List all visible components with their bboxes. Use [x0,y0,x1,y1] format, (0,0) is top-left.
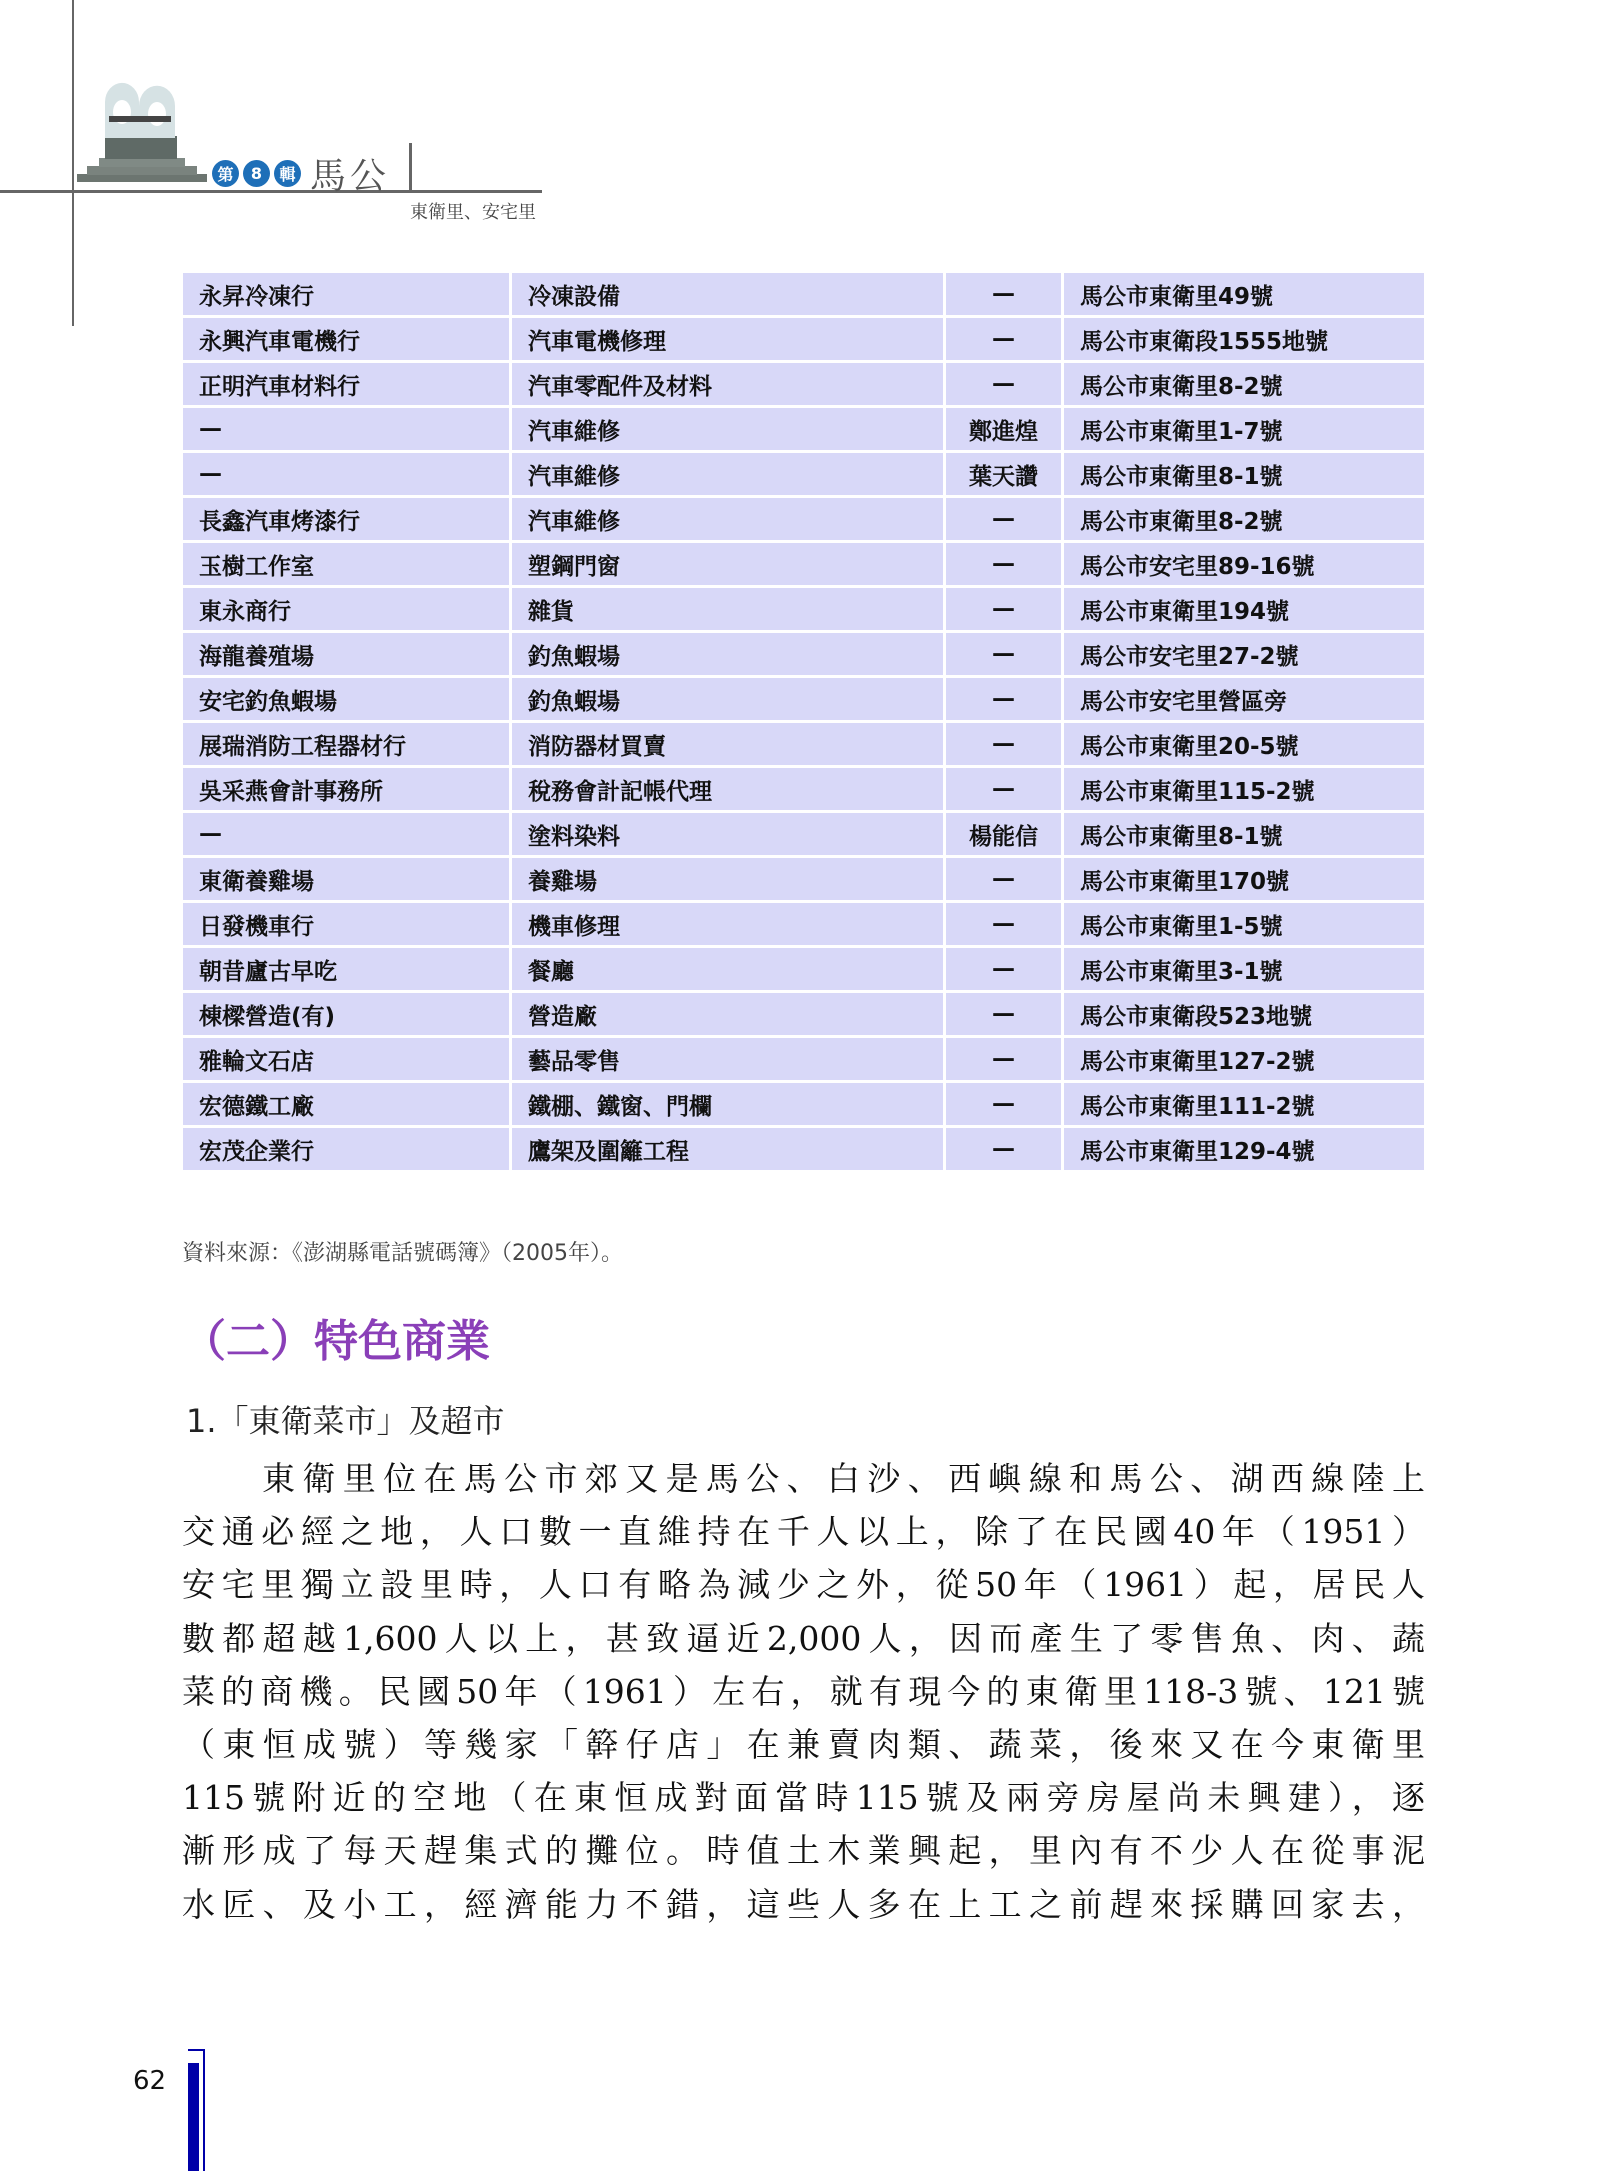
business-name-cell: 宏德鐵工廠 [182,1082,511,1127]
address-cell: 馬公市東衛里129-4號 [1063,1127,1426,1172]
business-type-cell: 汽車維修 [511,407,945,452]
volume-title: 馬公 [310,156,391,197]
address-cell: 馬公市東衛里170號 [1063,857,1426,902]
business-type-cell: 營造廠 [511,992,945,1037]
table-row [182,1082,1426,1127]
business-table [180,270,1427,1173]
subsection-heading: 1.「東衛菜市」及超市 [186,1402,505,1440]
address-cell: 馬公市東衛里127-2號 [1063,1037,1426,1082]
table-row [182,272,1426,317]
business-name-cell: 安宅釣魚蝦場 [182,677,511,722]
paragraph-line: 數都超越1,600人以上，甚致逼近2,000人，因而產生了零售魚、肉、蔬 [182,1618,1425,1658]
badge: 8 [243,160,270,187]
owner-cell: — [945,1127,1063,1172]
address-cell: 馬公市東衛里1-5號 [1063,902,1426,947]
body-paragraph [182,1452,1425,1931]
business-name-cell: 日發機車行 [182,902,511,947]
table-row [182,902,1426,947]
owner-cell: — [945,272,1063,317]
paragraph-line: 115號附近的空地（在東恒成對面當時115號及兩旁房屋尚未興建），逐 [182,1778,1425,1818]
business-type-cell: 雜貨 [511,587,945,632]
paragraph-line: 安宅里獨立設里時，人口有略為減少之外，從50年（1961）起，居民人 [182,1565,1425,1605]
business-name-cell: 永昇冷凍行 [182,272,511,317]
address-cell: 馬公市安宅里27-2號 [1063,632,1426,677]
business-name-cell: 棟樑營造(有) [182,992,511,1037]
address-cell: 馬公市東衛里8-2號 [1063,497,1426,542]
owner-cell: — [945,902,1063,947]
address-cell: 馬公市東衛里8-1號 [1063,812,1426,857]
address-cell: 馬公市東衛里8-1號 [1063,452,1426,497]
address-cell: 馬公市安宅里營區旁 [1063,677,1426,722]
owner-cell: 鄭進煌 [945,407,1063,452]
owner-cell: — [945,542,1063,587]
owner-cell: — [945,1082,1063,1127]
business-type-cell: 藝品零售 [511,1037,945,1082]
owner-cell: — [945,677,1063,722]
paragraph-line: 東衛里位在馬公市郊又是馬公、白沙、西嶼線和馬公、湖西線陸上 [262,1459,1425,1498]
table-row [182,992,1426,1037]
table-row [182,542,1426,587]
business-type-cell: 稅務會計記帳代理 [511,767,945,812]
business-name-cell: — [182,452,511,497]
business-name-cell: 雅輪文石店 [182,1037,511,1082]
table-row [182,677,1426,722]
business-name-cell: 吳采燕會計事務所 [182,767,511,812]
paragraph-line: 菜的商機。民國50年（1961）左右，就有現今的東衛里118-3號、121號 [182,1671,1425,1711]
business-type-cell: 汽車維修 [511,452,945,497]
business-type-cell: 汽車維修 [511,497,945,542]
badge: 輯 [274,160,301,187]
badge: 第 [212,160,239,187]
business-type-cell: 機車修理 [511,902,945,947]
business-type-cell: 消防器材買賣 [511,722,945,767]
address-cell: 馬公市東衛里194號 [1063,587,1426,632]
header-rule [0,190,542,193]
business-name-cell: 東衛養雞場 [182,857,511,902]
address-cell: 馬公市東衛里1-7號 [1063,407,1426,452]
volume-badges [212,160,301,187]
owner-cell: — [945,632,1063,677]
owner-cell: 楊能信 [945,812,1063,857]
page-number: 62 [133,2066,167,2096]
address-cell: 馬公市東衛段523地號 [1063,992,1426,1037]
owner-cell: — [945,857,1063,902]
owner-cell: — [945,767,1063,812]
table-row [182,722,1426,767]
business-name-cell: 海龍養殖場 [182,632,511,677]
business-name-cell: 正明汽車材料行 [182,362,511,407]
title-divider [409,143,412,191]
table-source-note: 資料來源：《澎湖縣電話號碼簿》（2005年）。 [182,1241,623,1266]
owner-cell: — [945,497,1063,542]
address-cell: 馬公市安宅里89-16號 [1063,542,1426,587]
business-name-cell: — [182,812,511,857]
page-marker-bar [188,2063,199,2171]
owner-cell: — [945,362,1063,407]
table-row [182,1037,1426,1082]
business-type-cell: 釣魚蝦場 [511,632,945,677]
table-row [182,587,1426,632]
business-type-cell: 養雞場 [511,857,945,902]
table-row [182,497,1426,542]
owner-cell: — [945,317,1063,362]
table-row [182,362,1426,407]
section-heading: （二）特色商業 [182,1316,490,1367]
address-cell: 馬公市東衛里3-1號 [1063,947,1426,992]
table-row [182,317,1426,362]
paragraph-line: 漸形成了每天趕集式的攤位。時值土木業興起，里內有不少人在從事泥 [182,1831,1425,1871]
business-name-cell: 東永商行 [182,587,511,632]
business-name-cell: — [182,407,511,452]
business-name-cell: 宏茂企業行 [182,1127,511,1172]
address-cell: 馬公市東衛里111-2號 [1063,1082,1426,1127]
owner-cell: — [945,992,1063,1037]
chapter-subtitle: 東衛里、安宅里 [410,202,536,223]
business-type-cell: 餐廳 [511,947,945,992]
table-row [182,812,1426,857]
table-row [182,857,1426,902]
table-row [182,452,1426,497]
business-name-cell: 長鑫汽車烤漆行 [182,497,511,542]
owner-cell: — [945,1037,1063,1082]
table-row [182,407,1426,452]
address-cell: 馬公市東衛里20-5號 [1063,722,1426,767]
business-type-cell: 釣魚蝦場 [511,677,945,722]
owner-cell: 葉天讚 [945,452,1063,497]
address-cell: 馬公市東衛里8-2號 [1063,362,1426,407]
business-type-cell: 鐵棚、鐵窗、門欄 [511,1082,945,1127]
monument-logo-icon [77,82,207,184]
business-name-cell: 展瑞消防工程器材行 [182,722,511,767]
margin-vertical-rule [72,0,74,326]
table-row [182,632,1426,677]
paragraph-line: 水匠、及小工，經濟能力不錯，這些人多在上工之前趕來採購回家去， [182,1884,1425,1924]
address-cell: 馬公市東衛段1555地號 [1063,317,1426,362]
address-cell: 馬公市東衛里115-2號 [1063,767,1426,812]
table-row [182,947,1426,992]
business-type-cell: 汽車零配件及材料 [511,362,945,407]
business-type-cell: 塑鋼門窗 [511,542,945,587]
business-type-cell: 汽車電機修理 [511,317,945,362]
paragraph-line: 交通必經之地，人口數一直維持在千人以上，除了在民國40年（1951） [182,1512,1425,1552]
business-name-cell: 永興汽車電機行 [182,317,511,362]
business-type-cell: 鷹架及圍籬工程 [511,1127,945,1172]
owner-cell: — [945,947,1063,992]
business-type-cell: 塗料染料 [511,812,945,857]
business-name-cell: 朝昔廬古早吃 [182,947,511,992]
table-row [182,1127,1426,1172]
owner-cell: — [945,722,1063,767]
business-type-cell: 冷凍設備 [511,272,945,317]
table-row [182,767,1426,812]
owner-cell: — [945,587,1063,632]
paragraph-line: （東恒成號）等幾家「簳仔店」在兼賣肉類、蔬菜，後來又在今東衛里 [182,1724,1425,1764]
business-name-cell: 玉樹工作室 [182,542,511,587]
address-cell: 馬公市東衛里49號 [1063,272,1426,317]
